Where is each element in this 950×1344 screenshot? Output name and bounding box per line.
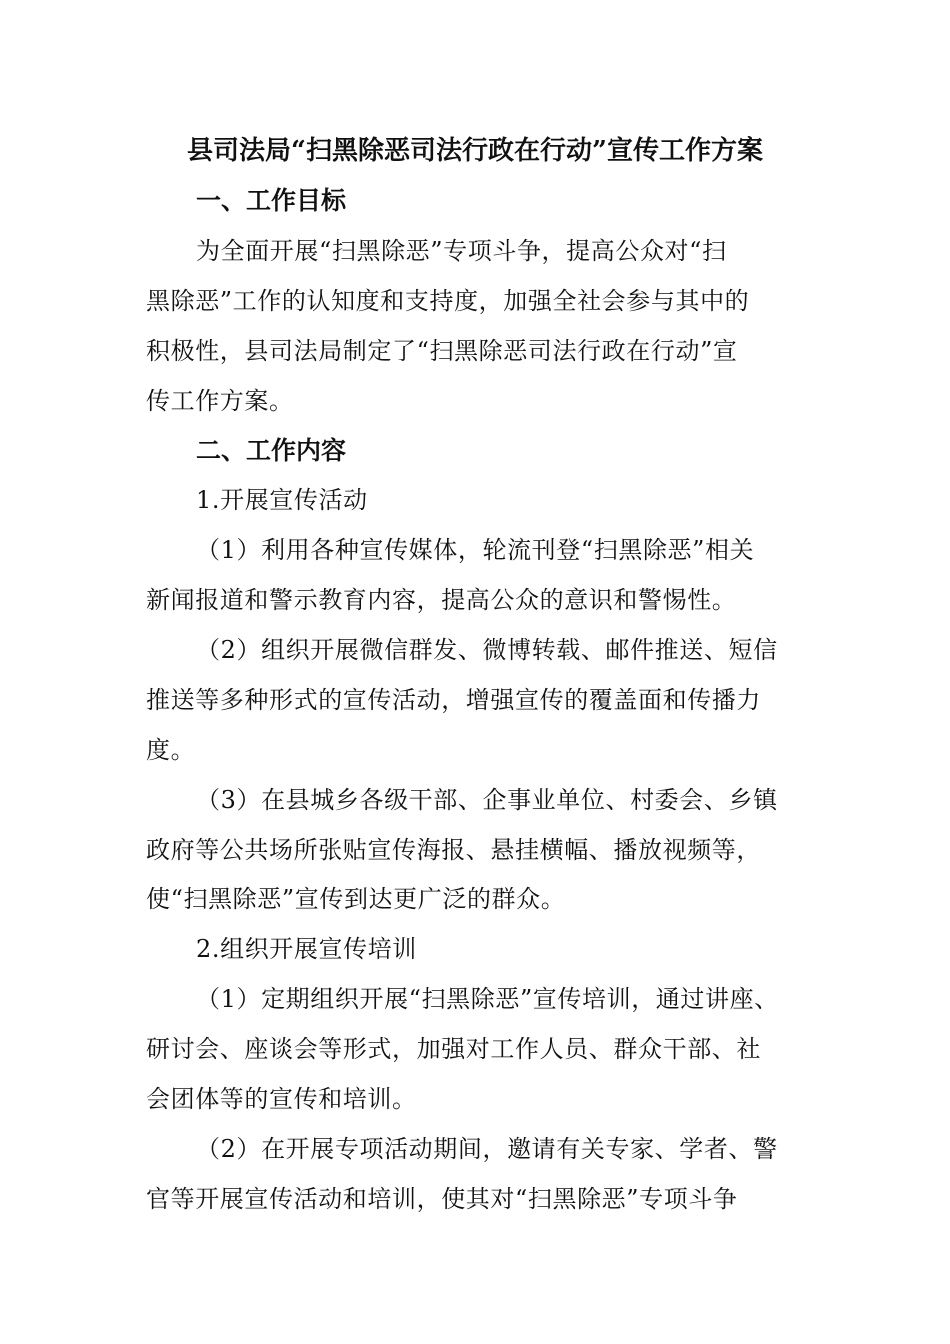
section-heading-goals: 一、工作目标 bbox=[196, 186, 347, 215]
section-heading-content: 二、工作内容 bbox=[196, 436, 347, 465]
paragraph-line: 新闻报道和警示教育内容，提高公众的意识和警惕性。 bbox=[146, 586, 737, 614]
paragraph-line: 使“扫黑除恶”宣传到达更广泛的群众。 bbox=[146, 885, 566, 913]
paragraph-line: 研讨会、座谈会等形式，加强对工作人员、群众干部、社 bbox=[146, 1035, 761, 1063]
paragraph-line: 传工作方案。 bbox=[146, 387, 294, 415]
paragraph-line: 政府等公共场所张贴宣传海报、悬挂横幅、播放视频等， bbox=[146, 836, 761, 864]
document-title: 县司法局“扫黑除恶司法行政在行动”宣传工作方案 bbox=[187, 136, 763, 166]
paragraph-line: 为全面开展“扫黑除恶”专项斗争，提高公众对“扫 bbox=[196, 237, 727, 265]
paragraph-line: 积极性，县司法局制定了“扫黑除恶司法行政在行动”宣 bbox=[146, 337, 738, 365]
paragraph-line: 官等开展宣传活动和培训，使其对“扫黑除恶”专项斗争 bbox=[146, 1185, 738, 1213]
paragraph-line: 会团体等的宣传和培训。 bbox=[146, 1085, 417, 1113]
paragraph-line: （3）在县城乡各级干部、企事业单位、村委会、乡镇 bbox=[196, 786, 778, 814]
paragraph-line: 度。 bbox=[146, 736, 196, 764]
subsection-heading-training: 2.组织开展宣传培训 bbox=[196, 935, 417, 963]
paragraph-line: （2）在开展专项活动期间，邀请有关专家、学者、警 bbox=[196, 1135, 778, 1163]
subsection-heading-activities: 1.开展宣传活动 bbox=[196, 486, 368, 514]
paragraph-line: （2）组织开展微信群发、微博转载、邮件推送、短信 bbox=[196, 636, 778, 664]
paragraph-line: （1）定期组织开展“扫黑除恶”宣传培训，通过讲座、 bbox=[196, 985, 779, 1013]
paragraph-line: （1）利用各种宣传媒体，轮流刊登“扫黑除恶”相关 bbox=[196, 536, 755, 564]
paragraph-line: 黑除恶”工作的认知度和支持度，加强全社会参与其中的 bbox=[146, 287, 750, 315]
paragraph-line: 推送等多种形式的宣传活动，增强宣传的覆盖面和传播力 bbox=[146, 686, 761, 714]
